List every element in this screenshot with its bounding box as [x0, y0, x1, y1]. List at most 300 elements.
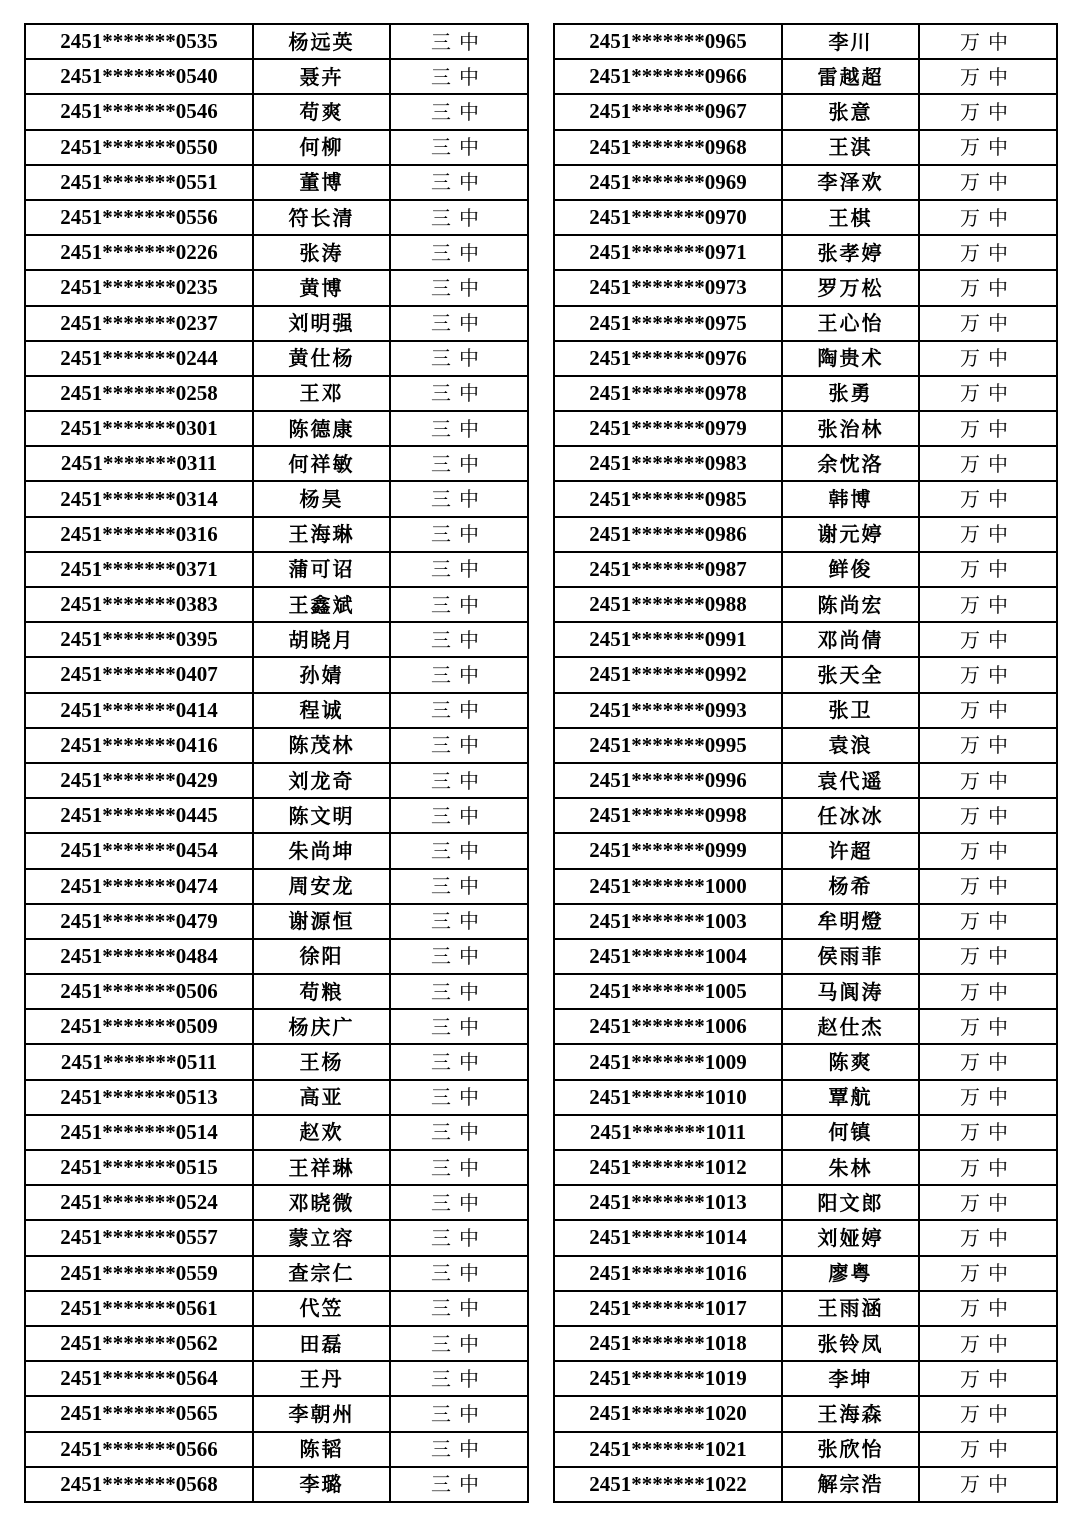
student-name-cell: 牟明燈 [782, 904, 919, 939]
student-name-cell: 张铃凤 [782, 1326, 919, 1361]
school-cell: 三中 [390, 587, 528, 622]
student-name-cell: 陈文明 [253, 798, 390, 833]
table-row [25, 798, 528, 833]
student-id-cell: 2451*******0979 [554, 411, 782, 446]
student-name-cell: 代笠 [253, 1291, 390, 1326]
table-row [554, 833, 1057, 868]
student-name-cell: 杨远英 [253, 24, 390, 59]
student-id-cell: 2451*******0454 [25, 833, 253, 868]
table-row [554, 657, 1057, 692]
student-id-cell: 2451*******1022 [554, 1467, 782, 1502]
table-row [25, 306, 528, 341]
student-id-cell: 2451*******0971 [554, 235, 782, 270]
student-id-cell: 2451*******1020 [554, 1396, 782, 1431]
student-name-cell: 王祥琳 [253, 1150, 390, 1185]
student-name-cell: 马阆涛 [782, 974, 919, 1009]
student-id-cell: 2451*******1018 [554, 1326, 782, 1361]
student-name-cell: 查宗仁 [253, 1256, 390, 1291]
student-id-cell: 2451*******1014 [554, 1220, 782, 1255]
student-name-cell: 邓晓微 [253, 1185, 390, 1220]
school-cell: 万中 [919, 306, 1057, 341]
table-row [554, 306, 1057, 341]
student-table-right [553, 23, 1058, 1503]
table-row [554, 1396, 1057, 1431]
table-row [25, 1396, 528, 1431]
school-cell: 三中 [390, 552, 528, 587]
school-cell: 万中 [919, 869, 1057, 904]
student-id-cell: 2451*******0986 [554, 517, 782, 552]
student-name-cell: 孙婧 [253, 657, 390, 692]
student-id-cell: 2451*******0474 [25, 869, 253, 904]
school-cell: 万中 [919, 130, 1057, 165]
school-cell: 万中 [919, 165, 1057, 200]
table-row [554, 1115, 1057, 1150]
student-id-cell: 2451*******0550 [25, 130, 253, 165]
student-name-cell: 许超 [782, 833, 919, 868]
student-id-cell: 2451*******0969 [554, 165, 782, 200]
school-cell: 三中 [390, 130, 528, 165]
table-row [554, 622, 1057, 657]
student-name-cell: 刘明强 [253, 306, 390, 341]
student-name-cell: 董博 [253, 165, 390, 200]
school-cell: 三中 [390, 798, 528, 833]
school-cell: 三中 [390, 939, 528, 974]
student-id-cell: 2451*******0970 [554, 200, 782, 235]
table-row [25, 165, 528, 200]
student-id-cell: 2451*******0557 [25, 1220, 253, 1255]
school-cell: 万中 [919, 270, 1057, 305]
school-cell: 三中 [390, 1115, 528, 1150]
school-cell: 三中 [390, 974, 528, 1009]
school-cell: 三中 [390, 1396, 528, 1431]
school-cell: 万中 [919, 833, 1057, 868]
table-row [554, 235, 1057, 270]
student-id-cell: 2451*******0258 [25, 376, 253, 411]
table-row [554, 763, 1057, 798]
table-row [25, 1291, 528, 1326]
school-cell: 三中 [390, 270, 528, 305]
table-row [554, 1291, 1057, 1326]
school-cell: 万中 [919, 1291, 1057, 1326]
student-id-cell: 2451*******0371 [25, 552, 253, 587]
student-id-cell: 2451*******0237 [25, 306, 253, 341]
student-name-cell: 张欣怡 [782, 1432, 919, 1467]
school-cell: 万中 [919, 693, 1057, 728]
school-cell: 万中 [919, 1256, 1057, 1291]
student-id-cell: 2451*******1011 [554, 1115, 782, 1150]
school-cell: 三中 [390, 446, 528, 481]
student-name-cell: 杨昊 [253, 481, 390, 516]
school-cell: 万中 [919, 1044, 1057, 1079]
student-name-cell: 陈尚宏 [782, 587, 919, 622]
school-cell: 三中 [390, 1009, 528, 1044]
table-row [554, 446, 1057, 481]
school-cell: 万中 [919, 235, 1057, 270]
school-cell: 万中 [919, 904, 1057, 939]
student-id-cell: 2451*******0316 [25, 517, 253, 552]
student-name-cell: 解宗浩 [782, 1467, 919, 1502]
school-cell: 三中 [390, 24, 528, 59]
student-name-cell: 王杨 [253, 1044, 390, 1079]
student-id-cell: 2451*******1004 [554, 939, 782, 974]
school-cell: 万中 [919, 763, 1057, 798]
student-name-cell: 王淇 [782, 130, 919, 165]
table-row [25, 341, 528, 376]
school-cell: 三中 [390, 657, 528, 692]
student-name-cell: 何祥敏 [253, 446, 390, 481]
student-id-cell: 2451*******0226 [25, 235, 253, 270]
student-name-cell: 王心怡 [782, 306, 919, 341]
student-name-cell: 陈德康 [253, 411, 390, 446]
student-name-cell: 袁代遥 [782, 763, 919, 798]
table-row [25, 1150, 528, 1185]
table-row [554, 1220, 1057, 1255]
school-cell: 三中 [390, 1326, 528, 1361]
table-row [554, 411, 1057, 446]
student-name-cell: 朱尚坤 [253, 833, 390, 868]
school-cell: 万中 [919, 1432, 1057, 1467]
table-row [554, 341, 1057, 376]
student-id-cell: 2451*******1012 [554, 1150, 782, 1185]
student-id-cell: 2451*******1019 [554, 1361, 782, 1396]
table-row [25, 1256, 528, 1291]
table-row [25, 517, 528, 552]
student-name-cell: 张孝婷 [782, 235, 919, 270]
school-cell: 万中 [919, 1009, 1057, 1044]
student-name-cell: 胡晓月 [253, 622, 390, 657]
student-id-cell: 2451*******0314 [25, 481, 253, 516]
table-row [25, 1115, 528, 1150]
student-name-cell: 李泽欢 [782, 165, 919, 200]
student-name-cell: 周安龙 [253, 869, 390, 904]
school-cell: 三中 [390, 763, 528, 798]
school-cell: 万中 [919, 587, 1057, 622]
school-cell: 万中 [919, 1220, 1057, 1255]
school-cell: 三中 [390, 622, 528, 657]
student-id-cell: 2451*******0509 [25, 1009, 253, 1044]
school-cell: 万中 [919, 939, 1057, 974]
table-row [554, 165, 1057, 200]
student-name-cell: 廖粤 [782, 1256, 919, 1291]
student-name-cell: 雷越超 [782, 59, 919, 94]
school-cell: 三中 [390, 1432, 528, 1467]
table-row [25, 1009, 528, 1044]
student-name-cell: 蒙立容 [253, 1220, 390, 1255]
student-name-cell: 程诚 [253, 693, 390, 728]
table-row [554, 130, 1057, 165]
table-row [25, 446, 528, 481]
student-name-cell: 陶贵术 [782, 341, 919, 376]
table-row [25, 59, 528, 94]
table-row [554, 693, 1057, 728]
school-cell: 万中 [919, 1080, 1057, 1115]
student-name-cell: 覃航 [782, 1080, 919, 1115]
table-row [554, 1150, 1057, 1185]
table-row [554, 481, 1057, 516]
student-id-cell: 2451*******0978 [554, 376, 782, 411]
table-row [554, 200, 1057, 235]
student-name-cell: 黄仕杨 [253, 341, 390, 376]
table-row [554, 939, 1057, 974]
table-row [25, 270, 528, 305]
student-id-cell: 2451*******1003 [554, 904, 782, 939]
student-id-cell: 2451*******0992 [554, 657, 782, 692]
student-id-cell: 2451*******0966 [554, 59, 782, 94]
student-name-cell: 朱林 [782, 1150, 919, 1185]
student-name-cell: 聂卉 [253, 59, 390, 94]
table-row [554, 1432, 1057, 1467]
student-id-cell: 2451*******0565 [25, 1396, 253, 1431]
student-name-cell: 赵欢 [253, 1115, 390, 1150]
school-cell: 万中 [919, 1185, 1057, 1220]
table-row [25, 763, 528, 798]
student-name-cell: 杨希 [782, 869, 919, 904]
school-cell: 三中 [390, 833, 528, 868]
school-cell: 万中 [919, 657, 1057, 692]
student-name-cell: 符长清 [253, 200, 390, 235]
student-id-cell: 2451*******0235 [25, 270, 253, 305]
student-name-cell: 谢源恒 [253, 904, 390, 939]
table-row [25, 728, 528, 763]
student-name-cell: 张天全 [782, 657, 919, 692]
student-id-cell: 2451*******0546 [25, 94, 253, 129]
student-name-cell: 韩博 [782, 481, 919, 516]
school-cell: 三中 [390, 869, 528, 904]
table-row [25, 657, 528, 692]
table-row [25, 1080, 528, 1115]
student-table-right-body [554, 24, 1057, 1502]
student-name-cell: 鲜俊 [782, 552, 919, 587]
table-row [25, 1467, 528, 1502]
school-cell: 三中 [390, 1291, 528, 1326]
student-id-cell: 2451*******0407 [25, 657, 253, 692]
student-id-cell: 2451*******0395 [25, 622, 253, 657]
school-cell: 三中 [390, 1185, 528, 1220]
student-id-cell: 2451*******0561 [25, 1291, 253, 1326]
table-row [25, 904, 528, 939]
table-row [25, 587, 528, 622]
student-name-cell: 何柳 [253, 130, 390, 165]
student-name-cell: 赵仕杰 [782, 1009, 919, 1044]
student-id-cell: 2451*******0540 [25, 59, 253, 94]
table-row [554, 376, 1057, 411]
student-id-cell: 2451*******1010 [554, 1080, 782, 1115]
student-id-cell: 2451*******0445 [25, 798, 253, 833]
school-cell: 三中 [390, 376, 528, 411]
school-cell: 万中 [919, 974, 1057, 1009]
table-row [554, 798, 1057, 833]
school-cell: 万中 [919, 1361, 1057, 1396]
student-id-cell: 2451*******1013 [554, 1185, 782, 1220]
school-cell: 万中 [919, 446, 1057, 481]
table-row [554, 1467, 1057, 1502]
student-name-cell: 蒲可诏 [253, 552, 390, 587]
student-id-cell: 2451*******0383 [25, 587, 253, 622]
student-name-cell: 袁浪 [782, 728, 919, 763]
table-row [25, 939, 528, 974]
school-cell: 万中 [919, 1326, 1057, 1361]
school-cell: 三中 [390, 235, 528, 270]
school-cell: 三中 [390, 341, 528, 376]
school-cell: 万中 [919, 94, 1057, 129]
school-cell: 三中 [390, 1220, 528, 1255]
table-row [25, 974, 528, 1009]
table-row [554, 1080, 1057, 1115]
student-name-cell: 苟爽 [253, 94, 390, 129]
student-name-cell: 王丹 [253, 1361, 390, 1396]
student-id-cell: 2451*******0999 [554, 833, 782, 868]
school-cell: 万中 [919, 376, 1057, 411]
table-row [554, 270, 1057, 305]
school-cell: 万中 [919, 1467, 1057, 1502]
school-cell: 万中 [919, 411, 1057, 446]
table-row [554, 517, 1057, 552]
table-row [25, 94, 528, 129]
table-row [25, 376, 528, 411]
table-row [554, 728, 1057, 763]
student-id-cell: 2451*******0967 [554, 94, 782, 129]
student-id-cell: 2451*******1021 [554, 1432, 782, 1467]
school-cell: 三中 [390, 481, 528, 516]
student-name-cell: 谢元婷 [782, 517, 919, 552]
table-row [554, 94, 1057, 129]
student-name-cell: 何镇 [782, 1115, 919, 1150]
school-cell: 万中 [919, 59, 1057, 94]
student-id-cell: 2451*******0568 [25, 1467, 253, 1502]
school-cell: 万中 [919, 1150, 1057, 1185]
student-id-cell: 2451*******0988 [554, 587, 782, 622]
table-row [25, 481, 528, 516]
student-id-cell: 2451*******0562 [25, 1326, 253, 1361]
school-cell: 三中 [390, 165, 528, 200]
student-name-cell: 王海琳 [253, 517, 390, 552]
student-table-left-body [25, 24, 528, 1502]
student-name-cell: 苟粮 [253, 974, 390, 1009]
school-cell: 万中 [919, 481, 1057, 516]
table-row [554, 59, 1057, 94]
student-name-cell: 徐阳 [253, 939, 390, 974]
table-row [25, 869, 528, 904]
student-id-cell: 2451*******1000 [554, 869, 782, 904]
school-cell: 三中 [390, 1150, 528, 1185]
student-name-cell: 任冰冰 [782, 798, 919, 833]
school-cell: 万中 [919, 552, 1057, 587]
student-id-cell: 2451*******0515 [25, 1150, 253, 1185]
table-row [25, 833, 528, 868]
table-row [25, 1220, 528, 1255]
student-table-left [24, 23, 529, 1503]
table-row [25, 1432, 528, 1467]
table-row [25, 1326, 528, 1361]
student-id-cell: 2451*******1017 [554, 1291, 782, 1326]
table-row [25, 411, 528, 446]
student-name-cell: 阳文郎 [782, 1185, 919, 1220]
student-id-cell: 2451*******0993 [554, 693, 782, 728]
school-cell: 三中 [390, 411, 528, 446]
school-cell: 三中 [390, 517, 528, 552]
student-name-cell: 田磊 [253, 1326, 390, 1361]
table-row [25, 693, 528, 728]
student-id-cell: 2451*******0416 [25, 728, 253, 763]
student-name-cell: 李川 [782, 24, 919, 59]
student-id-cell: 2451*******0551 [25, 165, 253, 200]
school-cell: 三中 [390, 59, 528, 94]
student-name-cell: 侯雨菲 [782, 939, 919, 974]
student-id-cell: 2451*******0506 [25, 974, 253, 1009]
table-row [554, 1326, 1057, 1361]
school-cell: 万中 [919, 622, 1057, 657]
table-row [25, 235, 528, 270]
school-cell: 三中 [390, 200, 528, 235]
student-id-cell: 2451*******0975 [554, 306, 782, 341]
student-name-cell: 王鑫斌 [253, 587, 390, 622]
student-id-cell: 2451*******0973 [554, 270, 782, 305]
student-name-cell: 李朝州 [253, 1396, 390, 1431]
table-row [554, 552, 1057, 587]
student-id-cell: 2451*******0311 [25, 446, 253, 481]
table-row [25, 200, 528, 235]
student-name-cell: 李坤 [782, 1361, 919, 1396]
student-name-cell: 陈爽 [782, 1044, 919, 1079]
student-id-cell: 2451*******0985 [554, 481, 782, 516]
student-id-cell: 2451*******0513 [25, 1080, 253, 1115]
student-name-cell: 余忱洛 [782, 446, 919, 481]
table-row [554, 1044, 1057, 1079]
table-row [554, 974, 1057, 1009]
school-cell: 三中 [390, 1044, 528, 1079]
student-id-cell: 2451*******0566 [25, 1432, 253, 1467]
student-id-cell: 2451*******0556 [25, 200, 253, 235]
table-row [554, 904, 1057, 939]
student-name-cell: 张治林 [782, 411, 919, 446]
student-name-cell: 陈韬 [253, 1432, 390, 1467]
student-name-cell: 王邓 [253, 376, 390, 411]
student-id-cell: 2451*******1006 [554, 1009, 782, 1044]
school-cell: 三中 [390, 728, 528, 763]
student-name-cell: 王海森 [782, 1396, 919, 1431]
school-cell: 万中 [919, 341, 1057, 376]
student-name-cell: 张卫 [782, 693, 919, 728]
student-id-cell: 2451*******0484 [25, 939, 253, 974]
table-row [25, 130, 528, 165]
student-id-cell: 2451*******0524 [25, 1185, 253, 1220]
student-id-cell: 2451*******1016 [554, 1256, 782, 1291]
student-name-cell: 王雨涵 [782, 1291, 919, 1326]
student-id-cell: 2451*******0514 [25, 1115, 253, 1150]
student-id-cell: 2451*******0965 [554, 24, 782, 59]
student-name-cell: 杨庆广 [253, 1009, 390, 1044]
student-id-cell: 2451*******0976 [554, 341, 782, 376]
table-row [554, 1185, 1057, 1220]
student-name-cell: 罗万松 [782, 270, 919, 305]
school-cell: 万中 [919, 200, 1057, 235]
student-name-cell: 刘龙奇 [253, 763, 390, 798]
school-cell: 万中 [919, 517, 1057, 552]
student-name-cell: 张勇 [782, 376, 919, 411]
student-id-cell: 2451*******0511 [25, 1044, 253, 1079]
table-row [554, 869, 1057, 904]
student-id-cell: 2451*******1009 [554, 1044, 782, 1079]
table-row [25, 1044, 528, 1079]
school-cell: 三中 [390, 94, 528, 129]
student-id-cell: 2451*******1005 [554, 974, 782, 1009]
table-row [25, 1185, 528, 1220]
student-id-cell: 2451*******0991 [554, 622, 782, 657]
student-id-cell: 2451*******0983 [554, 446, 782, 481]
table-row [554, 1009, 1057, 1044]
student-id-cell: 2451*******0301 [25, 411, 253, 446]
student-name-cell: 高亚 [253, 1080, 390, 1115]
